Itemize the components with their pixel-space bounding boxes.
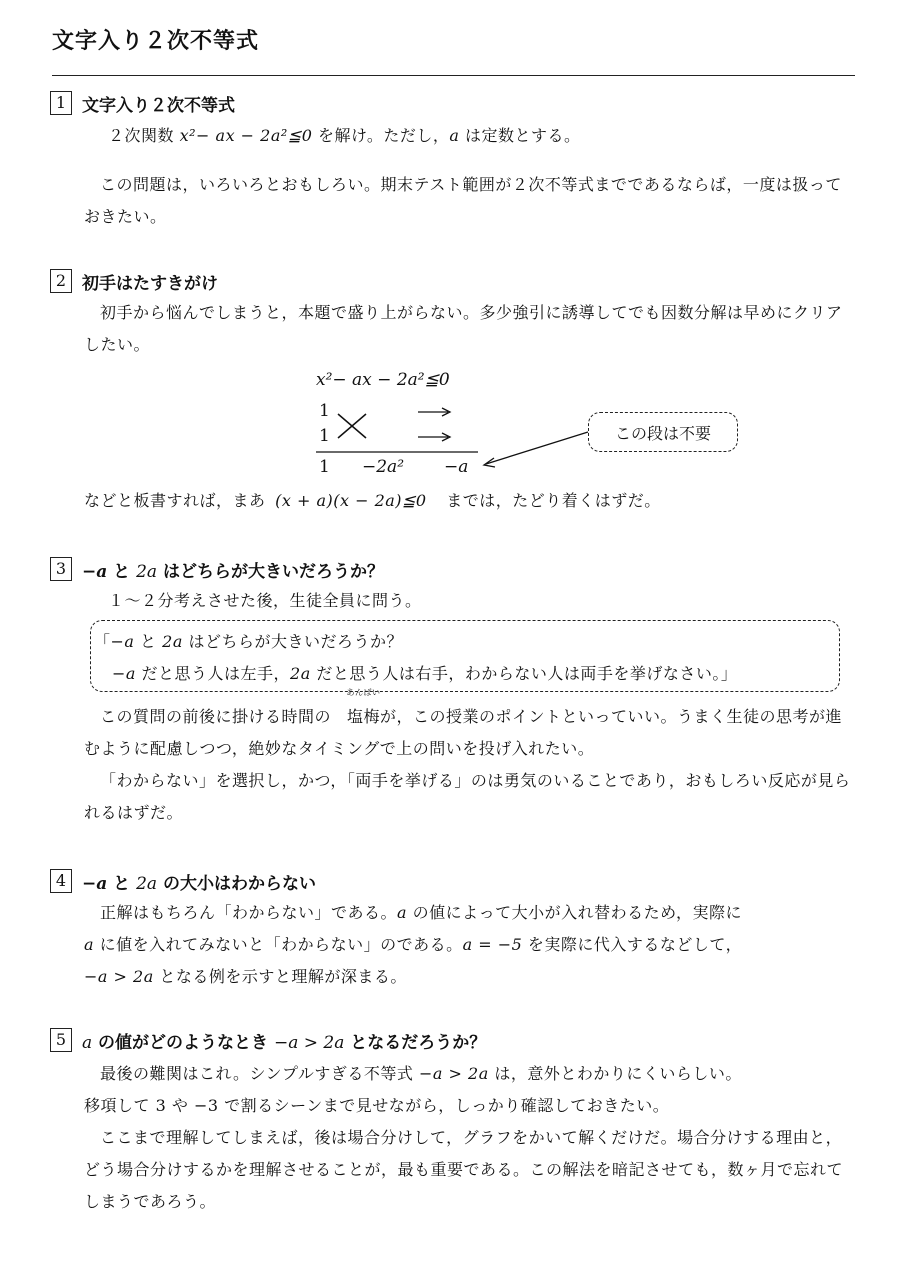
arrow-icon [418, 408, 450, 416]
math: −a > 2a [419, 1064, 489, 1083]
math: −a [82, 561, 108, 582]
section-number: 2 [50, 269, 72, 293]
text: はどちらが大きいだろうか？ [157, 561, 384, 582]
math: a [449, 126, 460, 145]
math: (x + a)(x − 2a)≦0 [275, 491, 427, 510]
text: だと思う人は左手， [135, 664, 291, 683]
section-4-line-1 [84, 897, 858, 929]
section-5-heading [50, 1027, 486, 1053]
text: この質問の前後に掛ける時間の [100, 707, 332, 726]
arrow-icon [418, 433, 450, 441]
unnecessary-step-note: この段は不要 [588, 412, 738, 452]
text: 最後の難関はこれ。シンプルすぎる不等式 [100, 1064, 420, 1083]
ruby-reading: あんばい [346, 688, 381, 697]
text: の値によって大小が入れ替わるため，実際に [407, 903, 743, 922]
page-title: 文字入り２次不等式 [52, 29, 260, 54]
text: を解け。ただし， [312, 126, 450, 145]
text: だと思う人は右手，わからない人は両手を挙げなさい。」 [310, 664, 738, 683]
math: 2a [290, 664, 311, 683]
text: は，意外とわかりにくいらしい。 [488, 1064, 742, 1083]
section-number: 3 [50, 557, 72, 581]
section-title: 初手はたすきがけ [82, 273, 218, 294]
pointer-arrow-icon [484, 432, 588, 467]
text: を実際に代入するなどして， [522, 935, 743, 954]
math: a [82, 1032, 93, 1053]
section-3-paragraph-2: 「わからない」を選択し，かつ，「両手を挙げる」のは勇気のいることであり，おもしろい反応が見られるはずだ。 [84, 771, 851, 822]
question-line-1 [94, 626, 838, 658]
math: a = −5 [462, 935, 523, 954]
text: の大小はわからない [157, 873, 316, 894]
text: と [107, 873, 137, 894]
question-line-2 [112, 658, 842, 690]
section-number: 4 [50, 869, 72, 893]
math: x²− ax − 2a²≦0 [179, 126, 313, 145]
section-4-heading [50, 868, 316, 894]
section-4-line-2 [84, 929, 858, 961]
text: などと板書すれば，まあ [84, 491, 272, 510]
section-title: 文字入り２次不等式 [82, 95, 235, 116]
text: と [107, 561, 137, 582]
text: は定数とする。 [459, 126, 581, 145]
math: a [84, 935, 95, 954]
text: はどちらが大きいだろうか？ [182, 632, 403, 651]
math: −2a² [362, 457, 405, 477]
text: ２次関数 [108, 126, 180, 145]
math: a [397, 903, 408, 922]
math: −a > 2a [84, 967, 154, 986]
math: 2a [162, 632, 183, 651]
section-2-after [84, 485, 858, 517]
section-2-intro: 初手から悩んでしまうと，本題で盛り上がらない。多少強引に誘導してでも因数分解は早めにクリアしたい。 [84, 303, 843, 354]
tasuki-row-2: 1 [319, 426, 330, 446]
ruby-base: 塩梅 [347, 707, 381, 726]
math: −a > 2a [273, 1032, 345, 1053]
math: 2a [136, 561, 158, 582]
section-3-paragraph-1 [84, 688, 858, 765]
tasuki-row-1: 1 [319, 401, 330, 421]
section-5-line-1 [84, 1058, 858, 1090]
text: 「 [94, 632, 111, 651]
math: −a [444, 457, 469, 477]
section-3-intro: １〜２分考えさせた後，生徒全員に問う。 [108, 591, 422, 610]
text: までは，たどり着くはずだ。 [440, 491, 661, 510]
text: の値がどのようなとき [92, 1032, 274, 1053]
math: x²− ax − 2a²≦0 [316, 370, 450, 390]
text: と [134, 632, 163, 651]
section-3-heading [50, 556, 384, 582]
text: に値を入れてみないと「わからない」のである。 [94, 935, 463, 954]
math: −a [112, 664, 136, 683]
text: となる例を示すと理解が深まる。 [153, 967, 407, 986]
section-5-line-2: 移項して 3 や −3 で割るシーンまで見せながら，しっかり確認しておきたい。 [84, 1096, 670, 1115]
tasuki-result-1: 1 [319, 457, 330, 477]
ruby-word [331, 688, 381, 733]
text: 正解はもちろん「わからない」である。 [100, 903, 398, 922]
math: −a [82, 873, 108, 894]
math: 2a [136, 873, 158, 894]
section-4-line-3 [84, 961, 858, 993]
section-1-comment: この問題は，いろいろとおもしろい。期末テスト範囲が２次不等式までであるならば，一度は扱っておきたい。 [84, 175, 842, 226]
text: が，この授業のポイントといっていい。うまく生徒の思考が進むように配慮しつつ，絶妙なタイミングで上の問いを投げ入れたい。 [84, 707, 843, 758]
text: となるだろうか？ [344, 1032, 487, 1053]
section-number: 5 [50, 1028, 72, 1052]
section-number: 1 [50, 91, 72, 115]
section-5-paragraph-3: ここまで理解してしまえば，後は場合分けして，グラフをかいて解くだけだ。場合分けする理由と，どう場合分けするかを理解させることが，最も重要である。この解法を暗記させても，数ヶ月で忘れてしまうであろう。 [84, 1128, 844, 1211]
math: −a [110, 632, 135, 651]
